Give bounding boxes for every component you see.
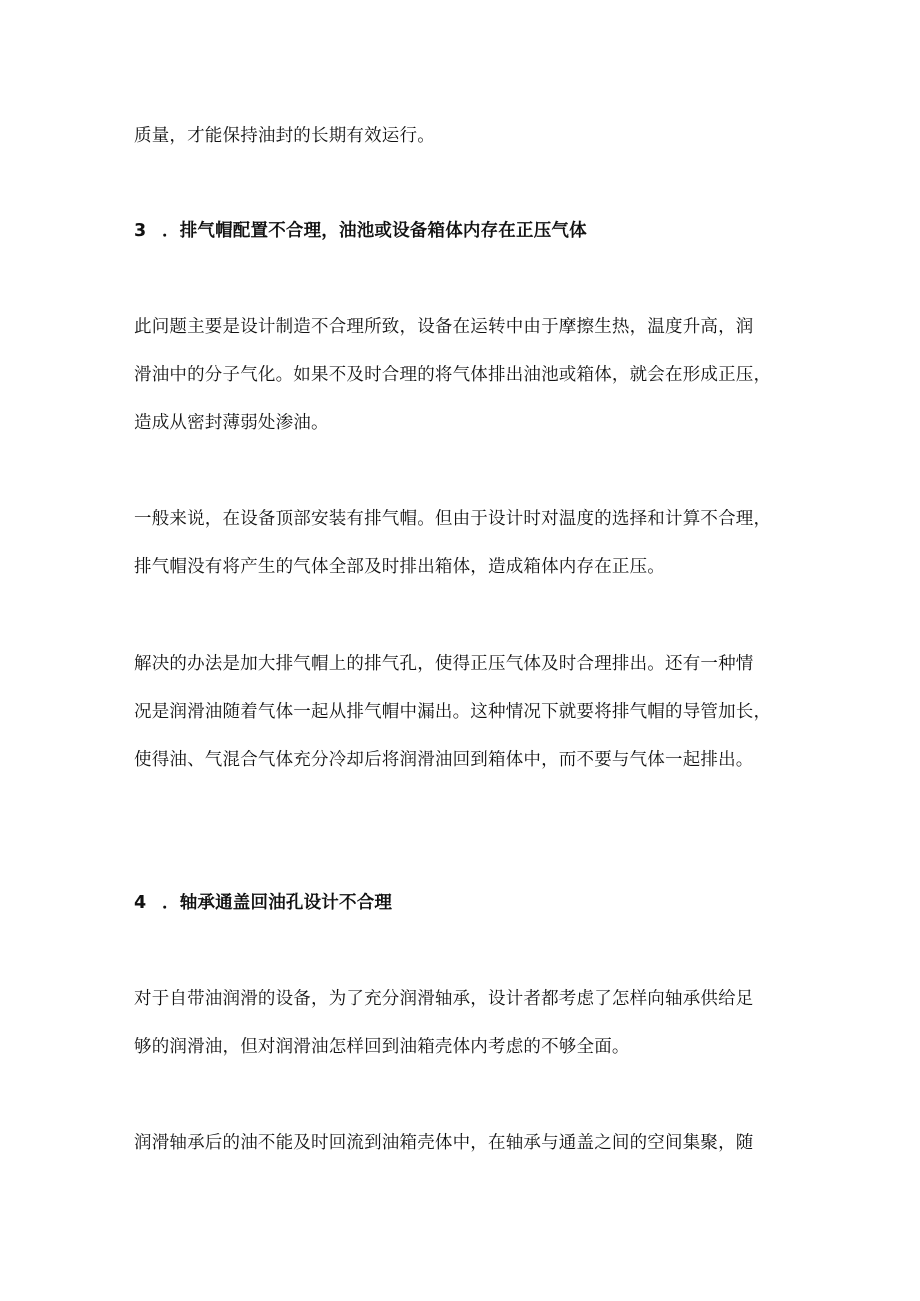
paragraph-line: 一般来说，在设备顶部安装有排气帽。但由于设计时对温度的选择和计算不合理， — [134, 509, 772, 529]
paragraph-line: 滑油中的分子气化。如果不及时合理的将气体排出油池或箱体，就会在形成正压， — [134, 365, 772, 385]
paragraph-line: 此问题主要是设计制造不合理所致，设备在运转中由于摩擦生热，温度升高，润 — [134, 317, 754, 337]
section-title: ．排气帽配置不合理，油池或设备箱体内存在正压气体 — [162, 221, 587, 241]
paragraph-line: 对于自带油润滑的设备，为了充分润滑轴承，设计者都考虑了怎样向轴承供给足 — [134, 989, 754, 1009]
paragraph-line: 排气帽没有将产生的气体全部及时排出箱体，造成箱体内存在正压。 — [134, 557, 665, 577]
section-number: 4 — [134, 893, 147, 913]
section-number: 3 — [134, 221, 147, 241]
paragraph-line: 够的润滑油，但对润滑油怎样回到油箱壳体内考虑的不够全面。 — [134, 1037, 630, 1057]
paragraph-line: 况是润滑油随着气体一起从排气帽中漏出。这种情况下就要将排气帽的导管加长， — [134, 702, 772, 722]
paragraph-line: 使得油、气混合气体充分冷却后将润滑油回到箱体中，而不要与气体一起排出。 — [134, 750, 754, 770]
section-title: ．轴承通盖回油孔设计不合理 — [162, 893, 393, 913]
section-3-heading — [134, 219, 587, 243]
section-4-heading — [134, 891, 392, 915]
paragraph-line: 质量，才能保持油封的长期有效运行。 — [134, 126, 435, 146]
paragraph-line: 润滑轴承后的油不能及时回流到油箱壳体中，在轴承与通盖之间的空间集聚，随 — [134, 1133, 754, 1153]
paragraph-line: 造成从密封薄弱处渗油。 — [134, 413, 329, 433]
paragraph-line: 解决的办法是加大排气帽上的排气孔，使得正压气体及时合理排出。还有一种情 — [134, 654, 754, 674]
